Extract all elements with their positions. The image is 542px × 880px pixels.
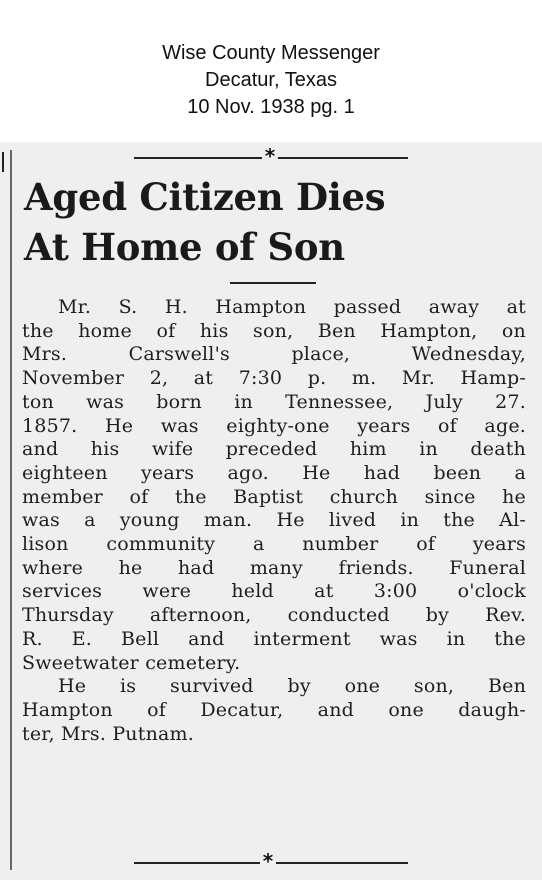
bottom-divider: [0, 849, 542, 873]
source-header: [0, 40, 542, 121]
article-headline: [24, 172, 524, 272]
top-divider: [0, 144, 542, 168]
newspaper-clipping: [0, 142, 542, 880]
headline-line-1: Aged Citizen Dies: [24, 175, 386, 219]
text-line: November 2, at 7:30 p. m. Mr. Hamp-: [22, 367, 526, 390]
text-line: eighteen years ago. He had been a: [22, 461, 526, 484]
paragraph-2: [22, 675, 526, 746]
headline-line-2: At Home of Son: [24, 225, 345, 269]
text-line: the home of his son, Ben Hampton, on: [22, 319, 526, 342]
publication-date-page: 10 Nov. 1938 pg. 1: [187, 96, 355, 118]
text-line: Sweetwater cemetery.: [22, 651, 241, 674]
text-line: Mr. S. H. Hampton passed away at: [58, 296, 526, 318]
text-line: lison community a number of years: [22, 533, 526, 556]
text-line: He is survived by one son, Ben: [58, 675, 526, 698]
column-rule: [10, 150, 12, 870]
text-line: and his wife preceded him in death: [22, 438, 526, 461]
text-line: ter, Mrs. Putnam.: [22, 722, 194, 745]
text-line: Mrs. Carswell's place, Wednesday,: [22, 343, 526, 366]
text-line: where he had many friends. Funeral: [22, 556, 526, 579]
text-line: services were held at 3:00 o'clock: [22, 580, 526, 603]
star-ornament-icon: *: [264, 144, 276, 168]
headline-rule: [230, 282, 316, 284]
text-line: member of the Baptist church since he: [22, 485, 526, 508]
publication-location: Decatur, Texas: [205, 69, 337, 91]
text-line: 1857. He was eighty-one years of age.: [22, 414, 526, 437]
paragraph-1: [22, 296, 526, 675]
text-line: Hampton of Decatur, and one daugh-: [22, 698, 526, 721]
publication-name: Wise County Messenger: [162, 42, 380, 64]
star-ornament-icon: *: [262, 849, 274, 873]
text-line: ton was born in Tennessee, July 27.: [22, 390, 526, 413]
text-line: Thursday afternoon, conducted by Rev.: [22, 604, 526, 627]
text-line: was a young man. He lived in the Al-: [22, 509, 526, 532]
article-body: [22, 296, 526, 746]
text-line: R. E. Bell and interment was in the: [22, 627, 526, 650]
